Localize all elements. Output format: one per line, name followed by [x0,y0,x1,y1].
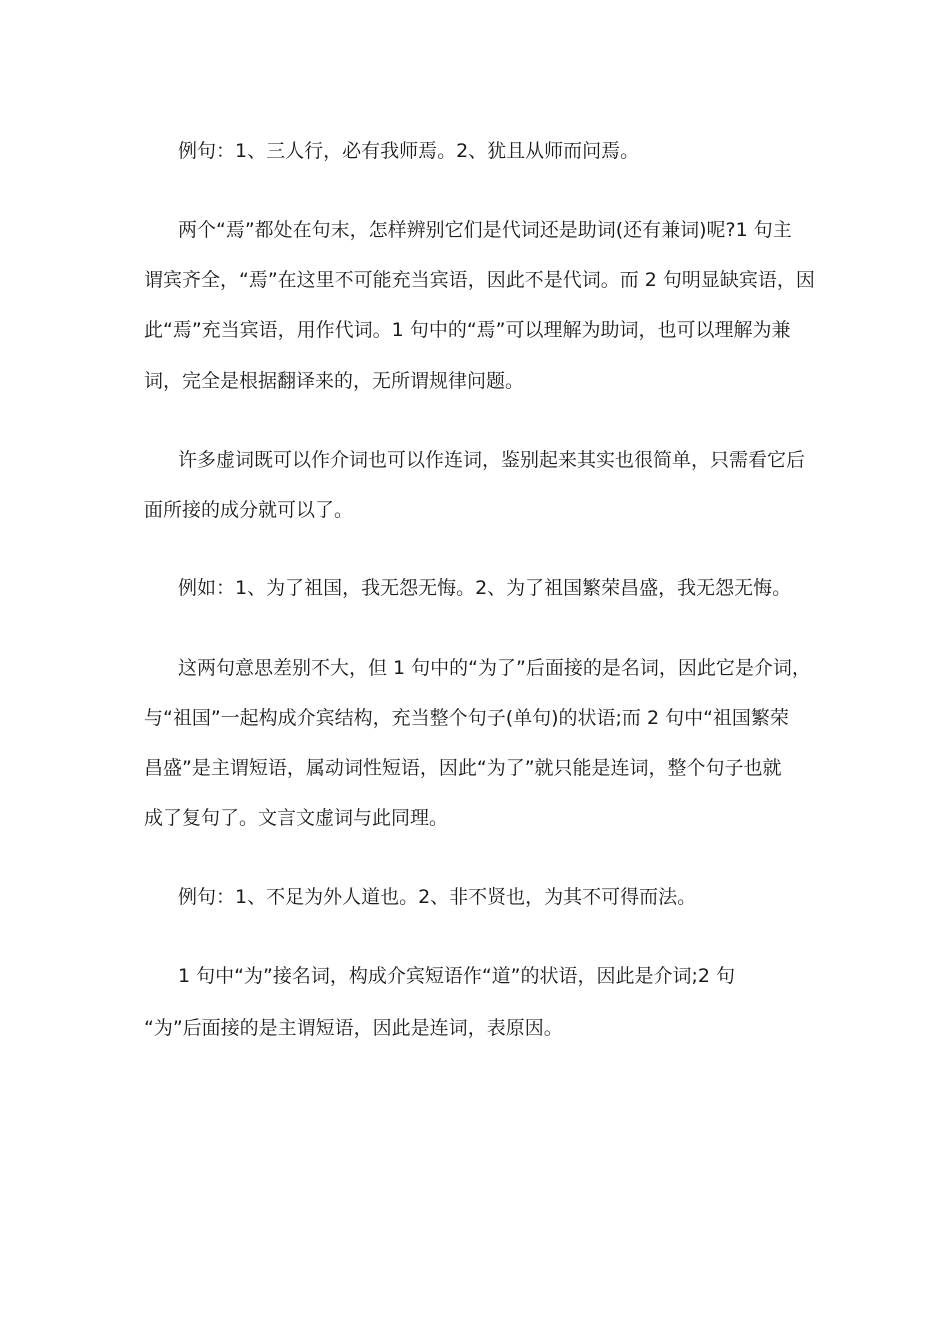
paragraph-7-line-1: 1 句中“为”接名词，构成介宾短语作“道”的状语，因此是介词;2 句 [178,965,736,987]
paragraph-2-line-1: 两个“焉”都处在句末，怎样辨别它们是代词还是助词(还有兼词)呢?1 句主 [178,219,792,241]
paragraph-5-line-2: 与“祖国”一起构成介宾结构，充当整个句子(单句)的状语;而 2 句中“祖国繁荣 [144,707,789,729]
paragraph-2-line-3: 此“焉”充当宾语，用作代词。1 句中的“焉”可以理解为助词，也可以理解为兼 [144,319,791,341]
paragraph-4-line-1: 例如：1、为了祖国，我无怨无悔。2、为了祖国繁荣昌盛，我无怨无悔。 [178,577,792,599]
paragraph-3-line-1: 许多虚词既可以作介词也可以作连词，鉴别起来其实也很简单，只需看它后 [178,449,806,471]
paragraph-5-line-3: 昌盛”是主谓短语，属动词性短语，因此“为了”就只能是连词，整个句子也就 [144,757,782,779]
paragraph-5-line-4: 成了复句了。文言文虚词与此同理。 [144,807,449,829]
paragraph-2-line-4: 词，完全是根据翻译来的，无所谓规律问题。 [144,370,525,392]
paragraph-1-line-1: 例句：1、三人行，必有我师焉。2、犹且从师而问焉。 [178,140,640,162]
paragraph-2-line-2: 谓宾齐全，“焉”在这里不可能充当宾语，因此不是代词。而 2 句明显缺宾语，因 [144,269,815,291]
paragraph-5-line-1: 这两句意思差别不大，但 1 句中的“为了”后面接的是名词，因此它是介词， [178,657,811,679]
paragraph-3-line-2: 面所接的成分就可以了。 [144,499,354,521]
paragraph-7-line-2: “为”后面接的是主谓短语，因此是连词，表原因。 [144,1017,563,1039]
paragraph-6-line-1: 例句：1、不足为外人道也。2、非不贤也，为其不可得而法。 [178,886,697,908]
